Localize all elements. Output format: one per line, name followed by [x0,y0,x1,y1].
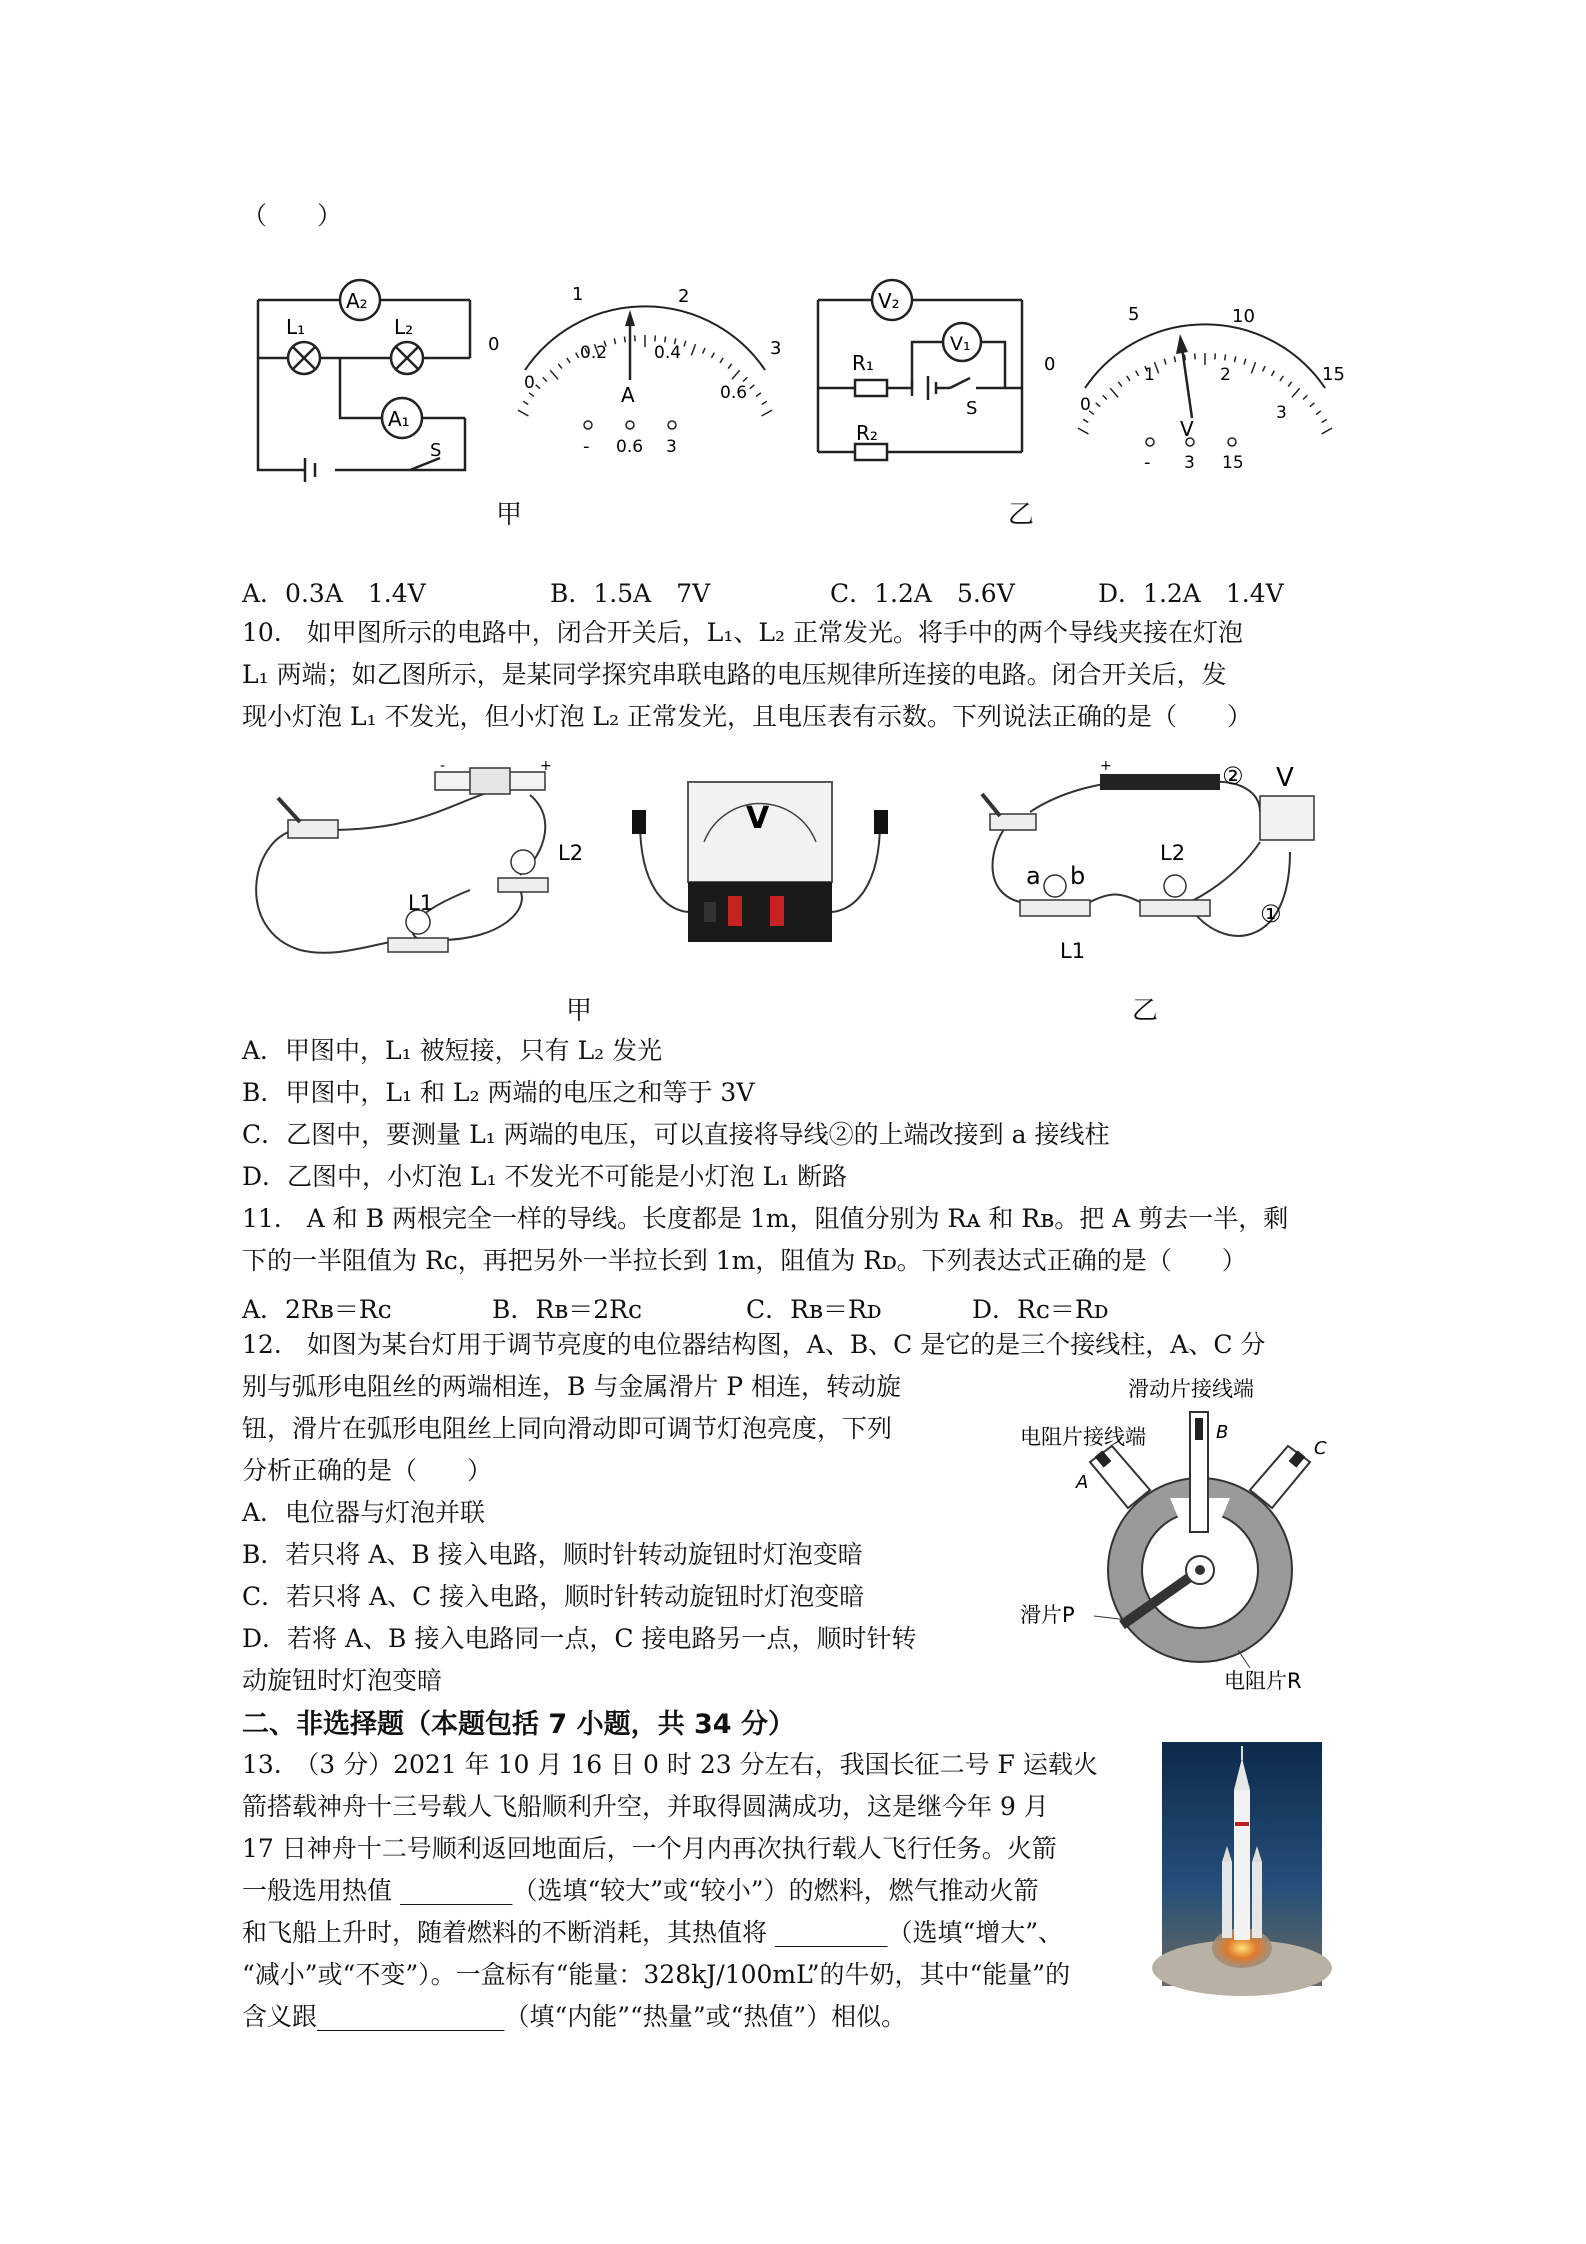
dial-tick [614,338,615,344]
q13-line-2: 箭搭载神舟十三号载人飞船顺利升空，并取得圆满成功，这是继今年 9 月 [242,1792,1049,1821]
q9-label-l1: L₁ [286,315,306,339]
q9-option-c: C．1.2A 5.6V [830,579,1015,608]
q9-answer-bracket: （ ） [242,201,343,230]
q9-label-v2: V₂ [878,289,900,313]
dial-tick [1078,428,1089,434]
q11-option-c: C．Rʙ＝Rᴅ [746,1295,882,1324]
dial-tick [1288,382,1292,387]
voltmeter-terminal-3: 3 [1184,453,1195,473]
dial-tick [703,348,705,353]
dial-tick [1244,359,1246,365]
q10-voltmeter-v-label: V [746,801,770,836]
dial-tick [1322,419,1327,422]
q12-potentiometer-figure [1010,1370,1380,1700]
q10-stem-line-1: 10. 如甲图所示的电路中，闭合开关后，L₁、L₂ 正常发光。将手中的两个导线夹接在灯泡 [242,618,1243,647]
ammeter-terminal-3: 3 [666,437,677,457]
q10-yi-label-wire2: ② [1222,762,1244,790]
q9-label-s: S [430,440,442,461]
ammeter-bottom-1: 0.2 [580,343,608,363]
q12-stem-line-4: 分析正确的是（ ） [242,1456,493,1485]
q12-option-d-line-1: D．若将 A、B 接入电路同一点，C 接电路另一点，顺时针转 [242,1624,917,1653]
q13-line-5: 和飞船上升时，随着燃料的不断消耗，其热值将 _________（选填“增大”、 [242,1918,1064,1947]
q9-figure-voltmeter-circuit [800,270,1060,490]
q12-option-d-line-2: 动旋钮时灯泡变暗 [242,1666,443,1695]
dial-tick [1127,376,1130,381]
dial-tick [1154,362,1158,373]
svg-text:+: + [1100,758,1112,774]
q10-yi-label-l1: L1 [1060,939,1086,963]
dial-tick [543,377,547,381]
dial-tick [1292,388,1300,397]
dial-tick [762,410,773,416]
ammeter-terminal-06: 0.6 [616,437,644,457]
q12-label-c: C [1314,1438,1327,1459]
q9-label-s2: S [966,398,978,419]
q9-label-r2: R₂ [856,421,878,445]
q10-yi-label-wire1: ① [1260,900,1282,928]
voltmeter-bottom-2: 2 [1220,365,1231,385]
q13-rocket-image [1162,1742,1322,1986]
dial-tick [1164,359,1166,365]
q12-option-c: C．若只将 A、C 接入电路，顺时针转动旋钮时灯泡变暗 [242,1582,865,1611]
q10-fig-label-jia: 甲 [566,996,593,1026]
dial-tick [743,377,747,381]
section-2-title: 二、非选择题（本题包括 7 小题，共 34 分） [242,1709,795,1740]
dial-tick [1103,395,1107,399]
dial-tick [1322,428,1333,434]
q9-label-r1: R₁ [852,351,874,375]
ammeter-bottom-0: 0 [524,373,535,393]
dial-tick [536,385,541,389]
q10-yi-label-v: V [1276,763,1294,793]
q10-voltmeter-with-clips [630,772,890,962]
dial-tick [720,358,723,363]
q10-option-d: D．乙图中，小灯泡 L₁ 不发光不可能是小灯泡 L₁ 断路 [242,1162,848,1191]
q12-option-a: A．电位器与灯泡并联 [242,1498,486,1527]
dial-tick [691,344,695,355]
q9-label-a1: A₁ [388,407,410,431]
dial-tick [558,364,562,369]
dial-tick [1136,371,1139,376]
q12-stem-line-1: 12. 如图为某台灯用于调节亮度的电位器结构图，A、B、C 是它的是三个接线柱，A、C 分 [242,1330,1266,1359]
q11-stem-line-1: 11. A 和 B 两根完全一样的导线。长度都是 1m，阻值分别为 Rᴀ 和 Rʙ。把 A 剪去一半，剩 [242,1204,1289,1233]
q12-label-slider-terminal: 滑动片接线端 [1128,1377,1254,1401]
dial-tick [756,393,761,397]
dial-tick [732,370,740,379]
q12-label-a: A [1076,1472,1089,1493]
dial-tick [1303,395,1307,399]
q12-option-b: B．若只将 A、B 接入电路，顺时针转动旋钮时灯泡变暗 [242,1540,863,1569]
q11-stem-line-2: 下的一半阻值为 Rᴄ，再把另外一半拉长到 1m，阻值为 Rᴅ。下列表达式正确的是（ ） [242,1246,1247,1275]
q9-fig-label-jia: 甲 [496,500,523,530]
voltmeter-top-10: 10 [1232,306,1255,327]
dial-tick [624,336,625,342]
q12-stem-line-3: 钮，滑片在弧形电阻丝上同向滑动即可调节灯泡亮度，下列 [242,1414,893,1443]
dial-tick [1118,382,1122,387]
q10-stem-line-3: 现小灯泡 L₁ 不发光，但小灯泡 L₂ 正常发光，且电压表有示数。下列说法正确的是（ ） [242,702,1253,731]
dial-tick [1280,376,1283,381]
ammeter-top-0: 0 [488,334,500,355]
dial-tick [1271,371,1274,376]
dial-tick [684,341,686,347]
voltmeter-bottom-3: 3 [1276,403,1287,423]
dial-tick [762,401,767,404]
q10-yi-label-a: a [1026,862,1041,890]
q11-option-b: B．Rʙ＝2Rᴄ [492,1295,643,1324]
q10-jia-label-l1: L1 [408,891,434,915]
q13-line-1: 13. （3 分）2021 年 10 月 16 日 0 时 23 分左右，我国长征二号 F 运载火 [242,1750,1098,1779]
dial-tick [1316,411,1321,415]
dial-tick [576,353,579,358]
voltmeter-terminal-neg: - [1144,452,1151,473]
ammeter-bottom-3: 0.6 [720,383,748,403]
dial-tick [550,370,558,379]
dial-tick [1083,419,1088,422]
q9-label-v1: V₁ [950,333,971,355]
dial-tick [750,385,755,389]
q10-stem-line-2: L₁ 两端；如乙图所示，是某同学探究串联电路的电压规律所连接的电路。闭合开关后，发 [242,660,1227,689]
q12-label-resistor-terminal: 电阻片接线端 [1020,1425,1146,1449]
ammeter-unit: A [621,383,635,407]
dial-tick [567,358,570,363]
q10-figure-yi-circuit [960,752,1320,972]
svg-text:+: + [540,758,552,774]
dial-tick [1174,356,1175,362]
ammeter-top-1: 1 [572,284,584,305]
voltmeter-unit: V [1180,417,1194,441]
dial-tick [529,393,534,397]
q10-option-a: A．甲图中，L₁ 被短接，只有 L₂ 发光 [242,1036,663,1065]
ammeter-bottom-2: 0.4 [654,343,682,363]
ammeter-top-3: 3 [770,338,782,359]
q10-yi-label-l2: L2 [1160,841,1186,865]
q13-line-3: 17 日神舟十二号顺利返回地面后，一个月内再次执行载人飞行任务。火箭 [242,1834,1057,1863]
q9-option-b: B．1.5A 7V [550,579,711,608]
q13-line-6: “减小”或“不变”）。一盒标有“能量：328kJ/100mL”的牛奶，其中“能量”的 [242,1960,1071,1989]
dial-tick [728,364,732,369]
q10-option-b: B．甲图中，L₁ 和 L₂ 两端的电压之和等于 3V [242,1078,755,1107]
dial-tick [523,401,528,404]
q10-fig-label-yi: 乙 [1132,996,1159,1026]
voltmeter-top-15: 15 [1322,364,1345,385]
dial-tick [1234,356,1235,362]
voltmeter-top-0: 0 [1044,354,1056,375]
dial-tick [1110,388,1118,397]
svg-text:-: - [440,758,446,774]
q9-label-a2: A₂ [346,289,368,313]
q10-yi-label-b: b [1070,862,1086,890]
q11-option-a: A．2Rʙ＝Rᴄ [242,1295,392,1324]
ammeter-top-2: 2 [678,286,690,307]
dial-tick [1096,403,1101,407]
q9-fig-label-yi: 乙 [1008,500,1035,530]
voltmeter-terminal-15: 15 [1222,453,1244,473]
q12-label-resistor: 电阻片R [1224,1669,1302,1693]
q13-line-4: 一般选用热值 _________（选填“较大”或“较小”）的燃料，燃气推动火箭 [242,1876,1039,1905]
q10-option-c: C．乙图中，要测量 L₁ 两端的电压，可以直接将导线②的上端改接到 a 接线柱 [242,1120,1110,1149]
dial-tick [518,410,529,416]
voltmeter-bottom-1: 1 [1144,365,1155,385]
dial-tick [1310,403,1315,407]
ammeter-terminal-neg: - [583,436,590,457]
dial-tick [711,353,714,358]
voltmeter-dial [1040,270,1360,480]
dial-tick [1251,362,1255,373]
dial-tick [1263,366,1265,371]
q11-option-d: D．Rᴄ＝Rᴅ [972,1295,1109,1324]
q12-label-b: B [1216,1422,1229,1443]
dial-tick [665,336,666,342]
q9-label-l2: L₂ [394,315,414,339]
dial-tick [1225,354,1226,360]
q12-stem-line-2: 别与弧形电阻丝的两端相连，B 与金属滑片 P 相连，转动旋 [242,1372,902,1401]
q12-label-slider: 滑片P [1020,1603,1075,1627]
q10-figure-jia-circuit [240,758,584,970]
voltmeter-top-5: 5 [1128,304,1140,325]
q9-option-a: A．0.3A 1.4V [242,579,426,608]
q10-jia-label-l2: L2 [558,841,584,865]
q9-option-d: D．1.2A 1.4V [1098,579,1284,608]
voltmeter-bottom-0: 0 [1080,395,1091,415]
ammeter-dial [480,270,800,470]
q13-line-7: 含义跟_______________（填“内能”“热量”或“热值”）相似。 [242,2002,907,2031]
